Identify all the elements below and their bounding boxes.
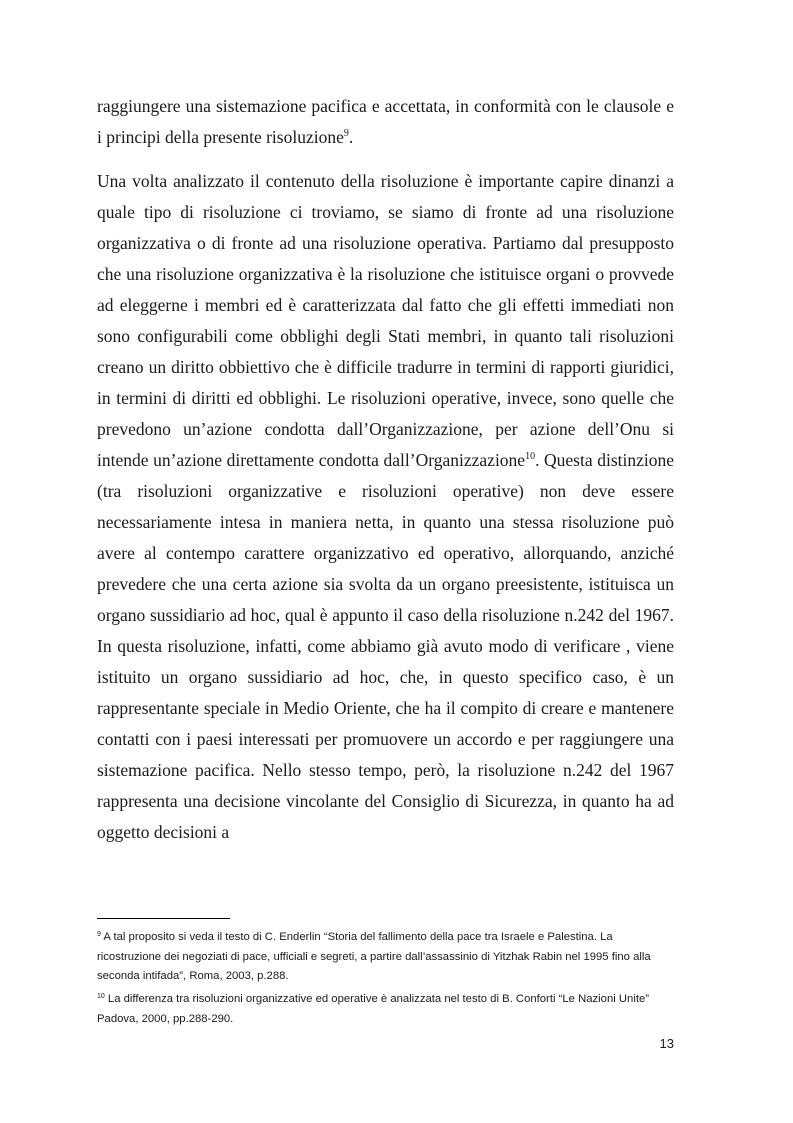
footnote-text: La differenza tra risoluzioni organizzative ed operative è analizzata nel testo di B. Conforti “Le Nazioni Unite” Padova, 2000, pp.288-290. bbox=[97, 993, 650, 1025]
paragraph-end: . bbox=[348, 127, 354, 147]
paragraph-main bbox=[97, 166, 674, 848]
footnote-ref-9[interactable]: 9 bbox=[343, 128, 349, 139]
paragraph-text: raggiungere una sistemazione pacifica e accettata, in conformità con le clausole e i principi della presente risoluzione bbox=[97, 96, 674, 147]
footnote-number: 9 bbox=[97, 931, 101, 938]
footnote-number: 10 bbox=[97, 993, 105, 1000]
footnote-9 bbox=[97, 928, 677, 987]
footnote-ref-10[interactable]: 10 bbox=[525, 451, 536, 462]
page-number: 13 bbox=[659, 1036, 674, 1051]
paragraph-text-b: . Questa distinzione (tra risoluzioni organizzative e risoluzioni operative) non deve essere necessariamente intesa in maniera netta, in quanto una stessa risoluzione può avere al contempo carattere organizzativo ed operativo, allorquando, anziché prevedere che una certa azione sia svolta da un organo preesistente, istituisca un organo sussidiario ad hoc, qual è appunto il caso della risoluzione n.242 del 1967. In questa risoluzione, infatti, come abbiamo già avuto modo di verificare , viene istituito un organo sussidiario ad hoc, che, in questo specifico caso, è un rappresentante speciale in Medio Oriente, che ha il compito di creare e mantenere contatti con i paesi interessati per promuovere un accordo e per raggiungere una sistemazione pacifica. Nello stesso tempo, però, la risoluzione n.242 del 1967 rappresenta una decisione vincolante del Consiglio di Sicurezza, in quanto ha ad oggetto decisioni a bbox=[97, 450, 674, 842]
paragraph-continuation bbox=[97, 91, 674, 153]
footnote-separator bbox=[97, 918, 230, 919]
footnote-text: A tal proposito si veda il testo di C. Enderlin “Storia del fallimento della pace tra Israele e Palestina. La ricostruzione dei negoziati di pace, ufficiali e segreti, a partire dall’assassinio di Yitzhak Rabin nel 1995 fino alla seconda intifada”, Roma, 2003, p.288. bbox=[97, 931, 651, 982]
footnote-10 bbox=[97, 990, 677, 1029]
paragraph-text-a: Una volta analizzato il contenuto della risoluzione è importante capire dinanzi a quale tipo di risoluzione ci troviamo, se siamo di fronte ad una risoluzione organizzativa o di fronte ad una risoluzione operativa. Partiamo dal presupposto che una risoluzione organizzativa è la risoluzione che istituisce organi o provvede ad eleggerne i membri ed è caratterizzata dal fatto che gli effetti immediati non sono configurabili come obblighi degli Stati membri, in quanto tali risoluzioni creano un diritto obbiettivo che è difficile tradurre in termini di rapporti giuridici, in termini di diritti ed obblighi. Le risoluzioni operative, invece, sono quelle che prevedono un’azione condotta dall’Organizzazione, per azione dell’Onu si intende un’azione direttamente condotta dall’Organizzazione bbox=[97, 171, 674, 470]
